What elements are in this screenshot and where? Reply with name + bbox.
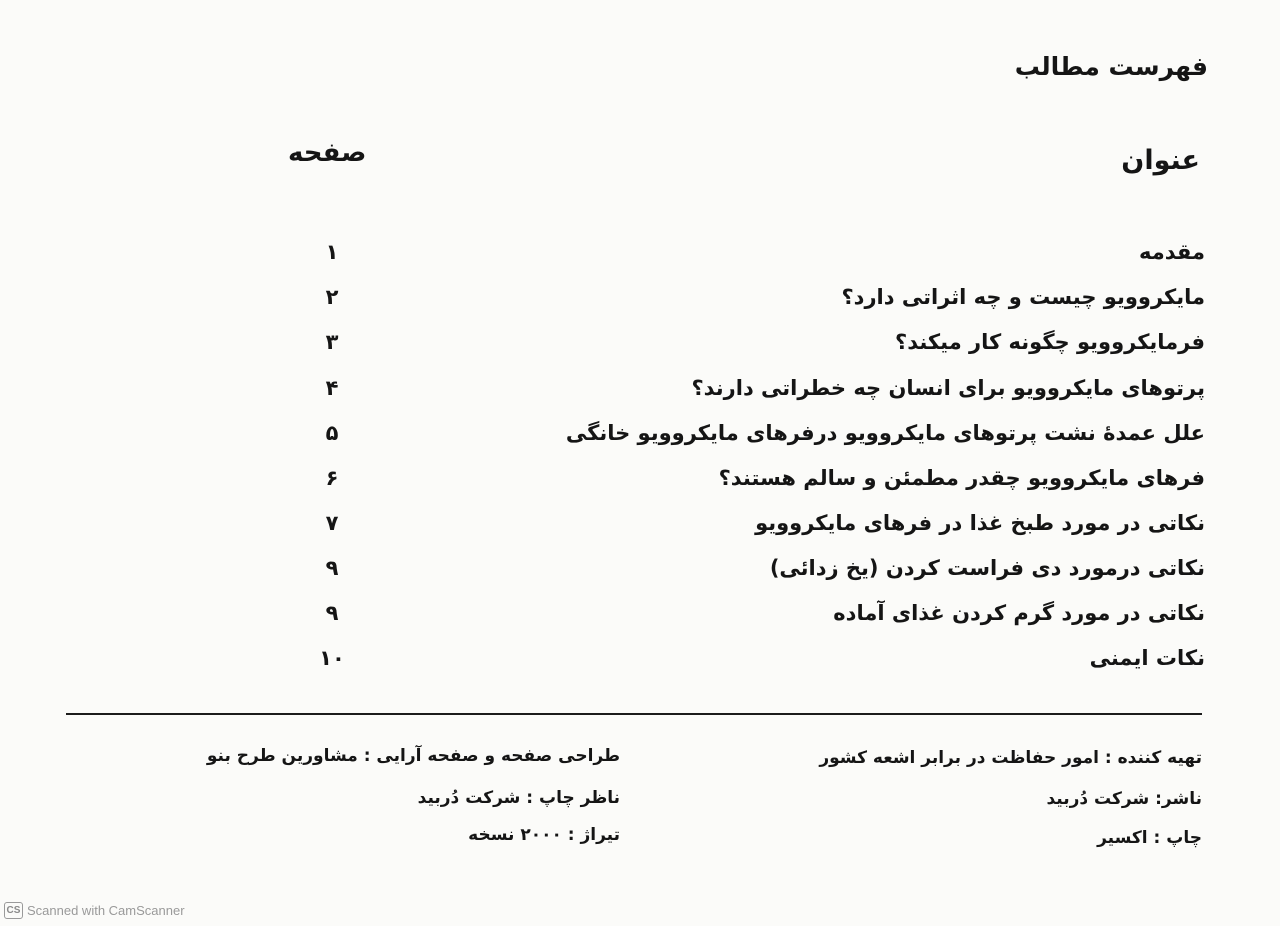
toc-entry-page: ۳ [325,330,339,354]
toc-entry [300,413,1205,453]
toc-entry-title: فرمایکروویو چگونه کار میکند؟ [895,330,1205,354]
toc-entry [300,458,1205,498]
credit-publisher: ناشر: شرکت دُربید [1046,789,1202,809]
toc-entry-page: ۴ [325,376,339,400]
page-title: فهرست مطالب [1014,52,1208,81]
toc-entry [300,232,1205,272]
column-header-page: صفحه [288,138,367,168]
toc-entry [300,548,1205,588]
toc-entry-page: ۶ [325,466,339,490]
column-header-title: عنوان [1121,145,1200,176]
toc-entry-page: ۱ [325,240,339,264]
toc-entry-title: مایکروویو چیست و چه اثراتی دارد؟ [841,285,1205,309]
camscanner-logo-icon: CS [4,902,23,919]
toc-entry-title: نکاتی در مورد طبخ غذا در فرهای مایکروویو [755,511,1205,535]
credit-printing: چاپ : اکسیر [1097,828,1202,848]
toc-entry-title: پرتوهای مایکروویو برای انسان چه خطراتی دارند؟ [691,376,1205,400]
toc-entry-page: ۷ [325,511,339,535]
credit-print-supervisor: ناظر چاپ : شرکت دُربید [417,788,620,808]
toc-entry-page: ۹ [325,601,339,625]
toc-entry-title: علل عمدهٔ نشت پرتوهای مایکروویو درفرهای مایکروویو خانگی [565,421,1205,445]
scanner-watermark [4,900,185,920]
toc-entry-title: مقدمه [1139,240,1205,264]
toc-entry-title: نکاتی در مورد گرم کردن غذای آماده [833,601,1205,625]
toc-entry [300,593,1205,633]
toc-entry-page: ۲ [325,285,339,309]
toc-entry-page: ۹ [325,556,339,580]
credit-circulation: تیراژ : ۲۰۰۰ نسخه [468,825,620,845]
toc-entry [300,322,1205,362]
toc-entry-page: ۵ [325,421,339,445]
toc-entry-title: فرهای مایکروویو چقدر مطمئن و سالم هستند؟ [718,466,1205,490]
toc-entry-page: ۱۰ [319,646,345,670]
horizontal-divider [66,713,1202,715]
toc-entry [300,368,1205,408]
toc-entry-title: نکاتی درمورد دی فراست کردن (یخ زدائی) [769,556,1205,580]
scanner-watermark-text: Scanned with CamScanner [27,902,185,918]
toc-entry [300,638,1205,678]
toc-entry [300,503,1205,543]
credit-design: طراحی صفحه و صفحه آرایی : مشاورین طرح بنو [206,746,620,766]
toc-entry [300,277,1205,317]
toc-entry-title: نکات ایمنی [1089,646,1205,670]
credit-prepared-by: تهیه کننده : امور حفاظت در برابر اشعه کشور [819,748,1202,768]
